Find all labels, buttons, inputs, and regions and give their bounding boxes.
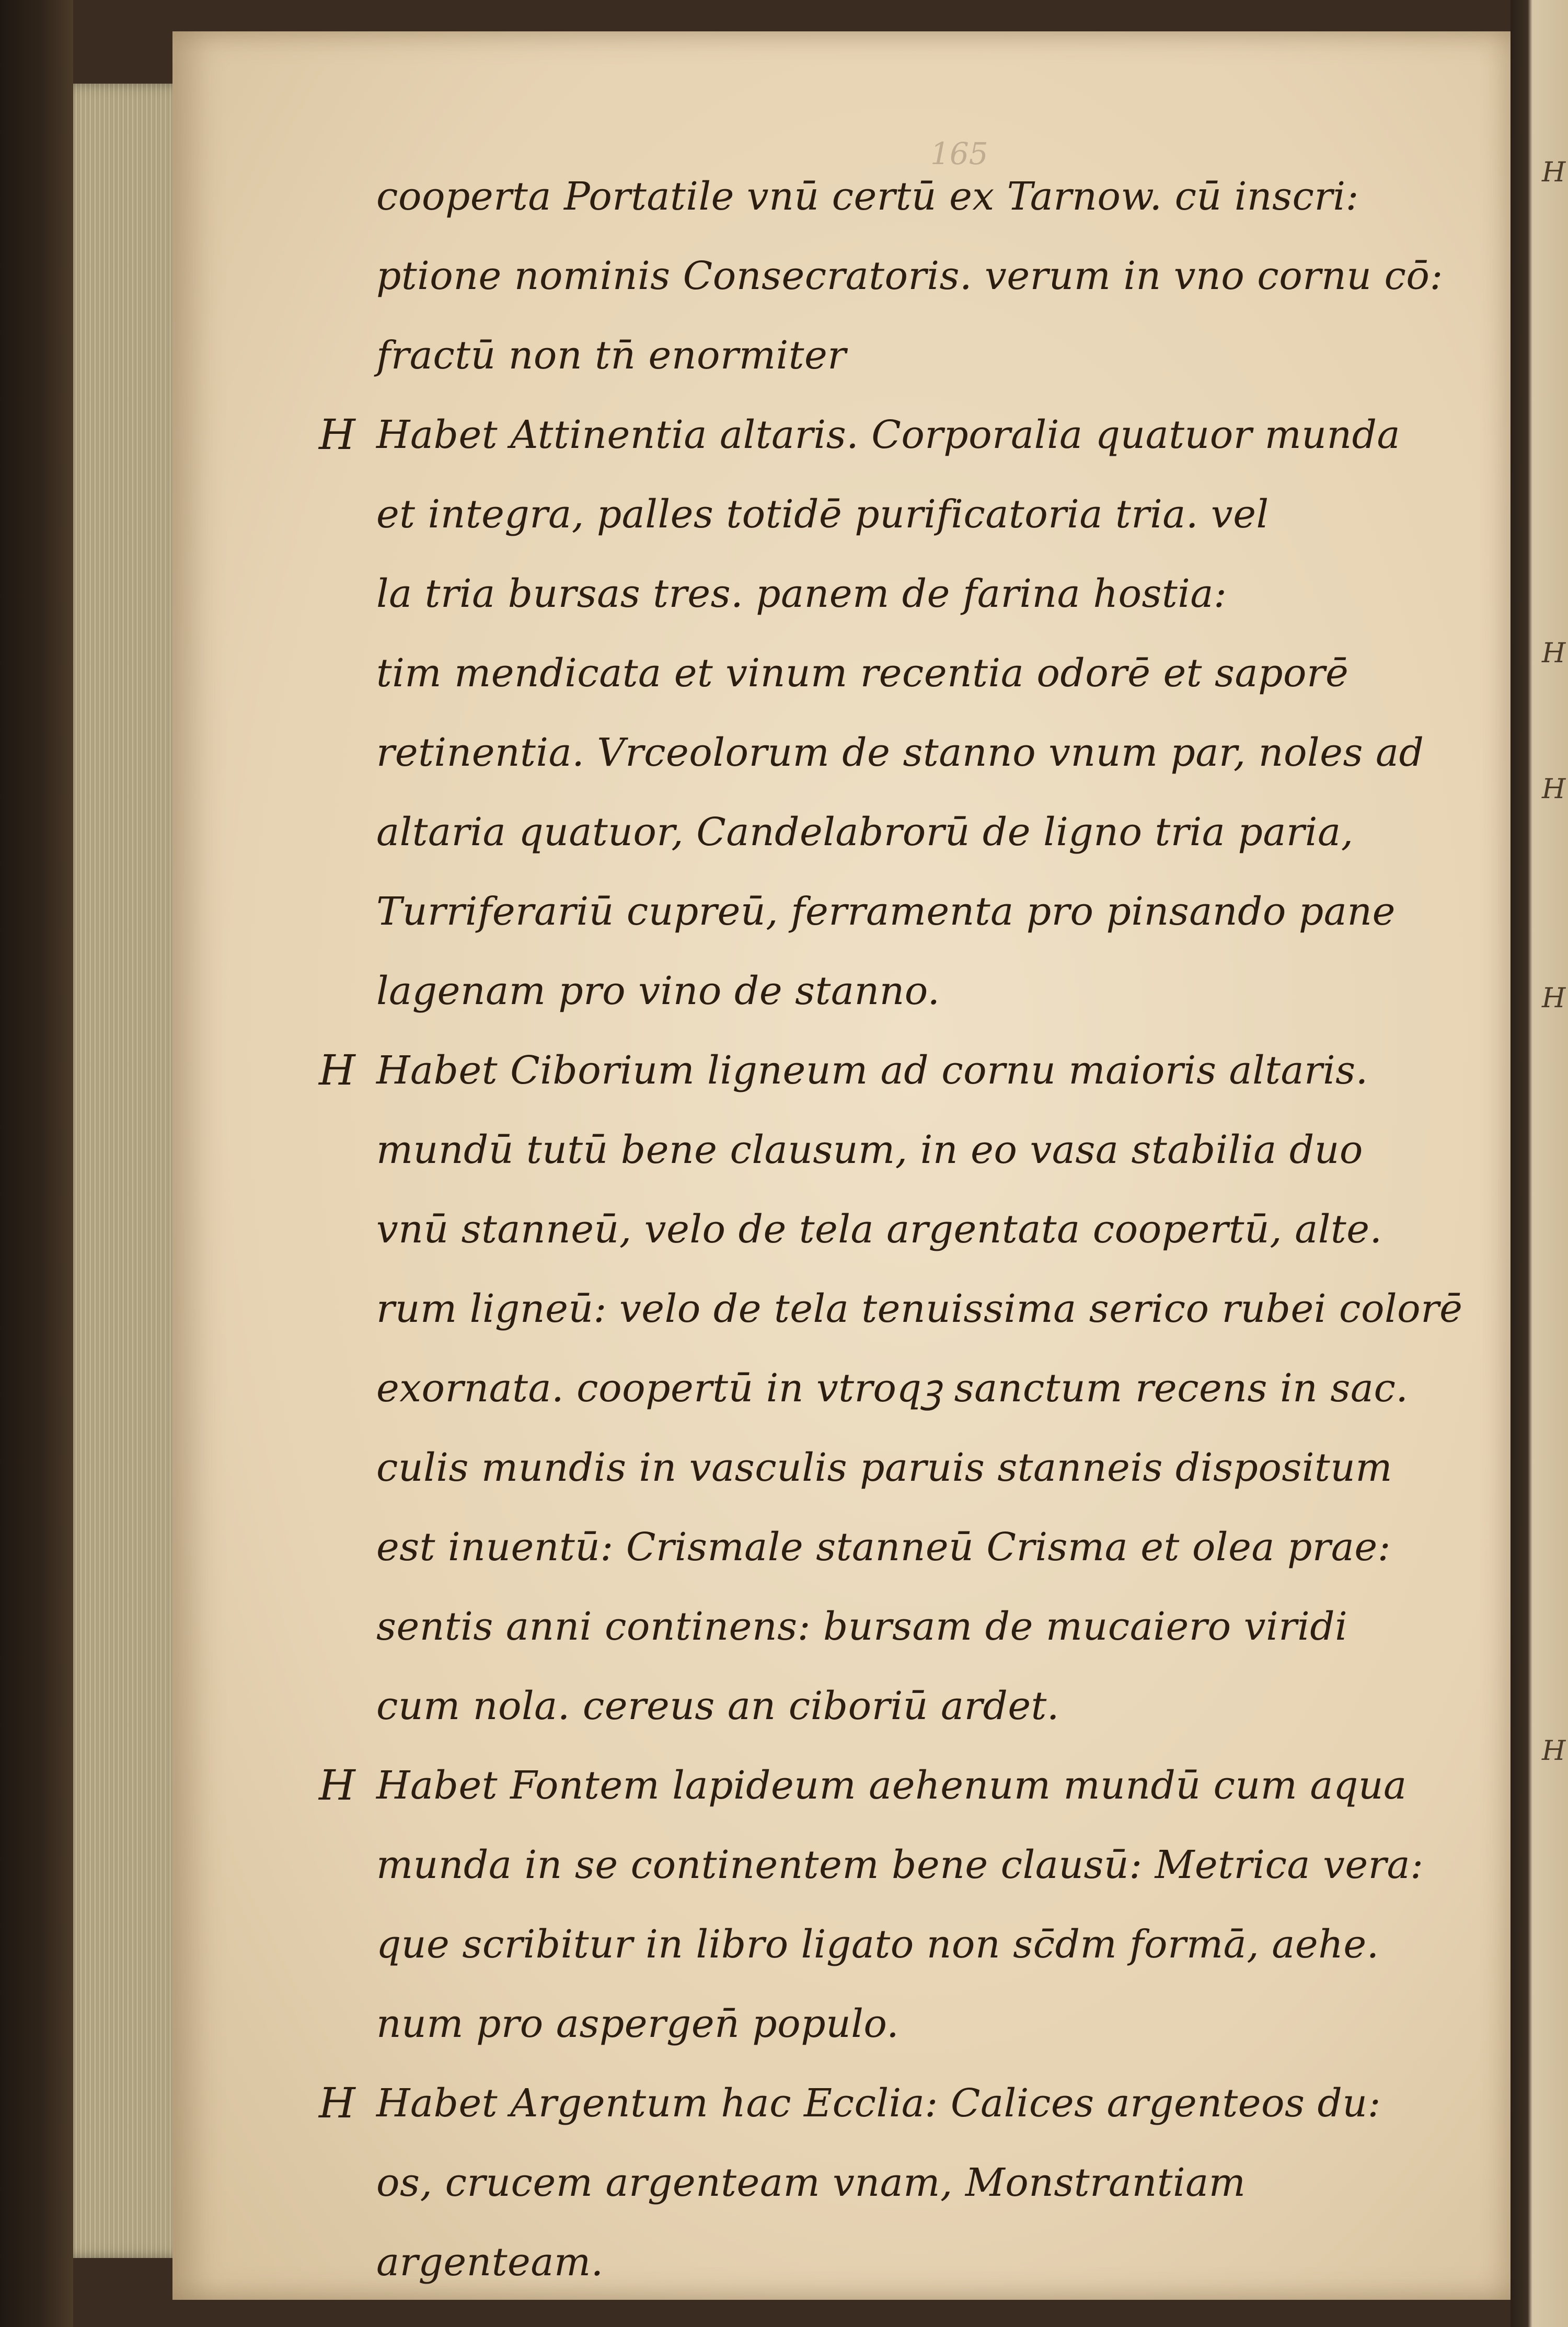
manuscript-line bbox=[376, 1984, 1500, 2064]
line-text: altaria quatuor, Candelabrorū de ligno tria paria, bbox=[376, 810, 1354, 855]
line-text: exornata. coopertū in vtroqꝫ sanctum recens in sac. bbox=[376, 1366, 1409, 1411]
manuscript-line bbox=[376, 951, 1500, 1031]
line-text: la tria bursas tres. panem de farina hostia: bbox=[376, 571, 1227, 616]
paragraph-mark: H bbox=[319, 410, 356, 459]
line-text: os, crucem argenteam vnam, Monstrantiam bbox=[376, 2160, 1246, 2205]
line-text: munda in se continentem bene clausū: Metrica vera: bbox=[376, 1842, 1424, 1887]
manuscript-line bbox=[376, 2222, 1500, 2302]
line-text: vnū stanneū, velo de tela argentata coopertū, alte. bbox=[376, 1207, 1382, 1252]
manuscript-line bbox=[376, 2143, 1500, 2222]
facing-page-edge bbox=[1511, 0, 1568, 2327]
line-text: Habet Fontem lapideum aehenum mundū cum aqua bbox=[376, 1763, 1407, 1808]
manuscript-line bbox=[376, 475, 1500, 554]
manuscript-line bbox=[376, 792, 1500, 872]
facing-page-mark: H bbox=[1542, 983, 1566, 1014]
manuscript-line bbox=[376, 1428, 1500, 1507]
manuscript-line bbox=[376, 157, 1500, 236]
manuscript-line bbox=[376, 236, 1500, 316]
manuscript-line bbox=[376, 633, 1500, 713]
line-text: argenteam. bbox=[376, 2240, 604, 2285]
manuscript-line bbox=[376, 1349, 1500, 1428]
facing-page-mark: H bbox=[1542, 1735, 1566, 1767]
line-text: mundū tutū bene clausum, in eo vasa stabilia duo bbox=[376, 1127, 1363, 1172]
manuscript-line bbox=[376, 1825, 1500, 1905]
manuscript-line bbox=[376, 1190, 1500, 1269]
line-text: que scribitur in libro ligato non sc̄dm formā, aehe. bbox=[376, 1922, 1379, 1967]
manuscript-line bbox=[376, 554, 1500, 633]
line-text: rum ligneū: velo de tela tenuissima serico rubei colorē bbox=[376, 1286, 1463, 1331]
line-text: Habet Attinentia altaris. Corporalia quatuor munda bbox=[376, 412, 1401, 457]
facing-page-mark: H bbox=[1542, 157, 1566, 188]
manuscript-line bbox=[376, 1110, 1500, 1190]
manuscript-line bbox=[376, 1905, 1500, 1984]
manuscript-line bbox=[319, 2064, 1500, 2143]
manuscript-line bbox=[376, 1507, 1500, 1587]
line-text: est inuentū: Crismale stanneū Crisma et olea prae: bbox=[376, 1525, 1391, 1570]
manuscript-line bbox=[319, 1031, 1500, 1110]
paragraph-mark: H bbox=[319, 2079, 356, 2127]
manuscript-line bbox=[376, 872, 1500, 951]
line-text: Habet Ciborium ligneum ad cornu maioris altaris. bbox=[376, 1048, 1368, 1093]
folio-number: 165 bbox=[930, 136, 988, 171]
manuscript-text-block bbox=[319, 157, 1500, 2302]
manuscript-line bbox=[376, 1666, 1500, 1746]
manuscript-line bbox=[376, 1269, 1500, 1349]
line-text: retinentia. Vrceolorum de stanno vnum par, noles ad bbox=[376, 730, 1424, 775]
line-text: num pro aspergen̄ populo. bbox=[376, 2001, 900, 2046]
paragraph-mark: H bbox=[319, 1761, 356, 1810]
line-text: culis mundis in vasculis paruis stanneis dispositum bbox=[376, 1445, 1393, 1490]
line-text: sentis anni continens: bursam de mucaiero viridi bbox=[376, 1604, 1348, 1649]
manuscript-line bbox=[376, 316, 1500, 395]
manuscript-line bbox=[376, 1587, 1500, 1666]
book-binding bbox=[0, 0, 73, 2327]
manuscript-line bbox=[319, 1746, 1500, 1825]
line-text: fractū non tn̄ enormiter bbox=[376, 333, 847, 378]
line-text: Turriferariū cupreū, ferramenta pro pinsando pane bbox=[376, 889, 1396, 934]
line-text: et integra, palles totidē purificatoria tria. vel bbox=[376, 492, 1269, 537]
paragraph-mark: H bbox=[319, 1046, 356, 1095]
facing-page-mark: H bbox=[1542, 774, 1566, 805]
page-edges bbox=[73, 84, 188, 2258]
manuscript-line bbox=[376, 713, 1500, 792]
manuscript-line bbox=[319, 395, 1500, 475]
line-text: cooperta Portatile vnū certū ex Tarnow. cū inscri: bbox=[376, 174, 1359, 219]
line-text: lagenam pro vino de stanno. bbox=[376, 969, 940, 1013]
line-text: Habet Argentum hac Ecclia: Calices argenteos du: bbox=[376, 2081, 1381, 2126]
line-text: ptione nominis Consecratoris. verum in vno cornu cō: bbox=[376, 254, 1443, 298]
line-text: cum nola. cereus an ciboriū ardet. bbox=[376, 1684, 1059, 1729]
facing-page-mark: H bbox=[1542, 638, 1566, 669]
line-text: tim mendicata et vinum recentia odorē et saporē bbox=[376, 651, 1349, 696]
